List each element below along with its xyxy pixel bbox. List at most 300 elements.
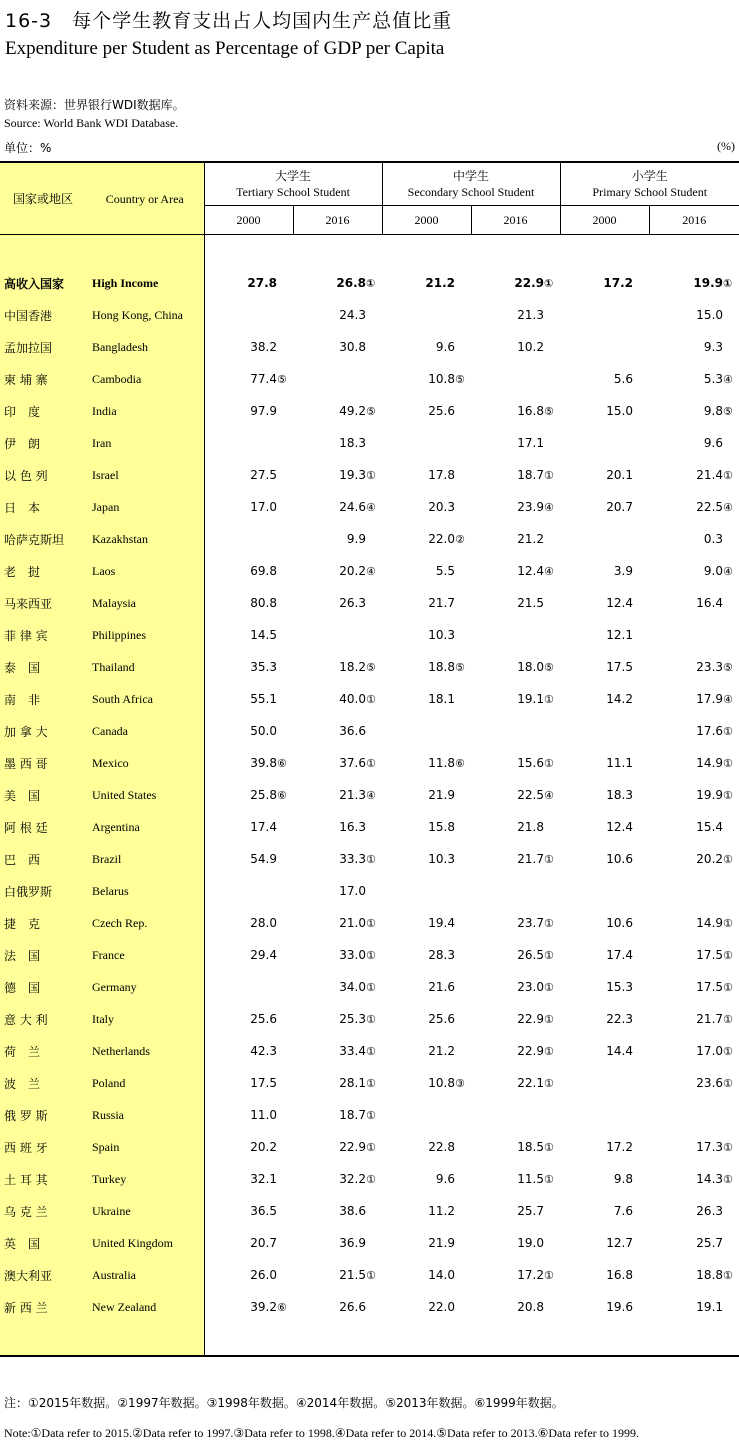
value-cell — [293, 1035, 382, 1067]
footnote-marker: ① — [366, 1045, 376, 1058]
value-number: 17.8 — [428, 468, 455, 482]
value-number: 29.4 — [250, 948, 277, 962]
header-tertiary — [204, 162, 382, 206]
value-cell — [204, 267, 293, 299]
header-tertiary-cn: 大学生 — [274, 169, 311, 183]
footnote-marker: ① — [544, 469, 554, 482]
value-cell — [560, 875, 649, 907]
value-number: 25.6 — [428, 404, 455, 418]
value-number: 21.9 — [428, 1236, 455, 1250]
value-cell — [204, 427, 293, 459]
value-cell — [382, 971, 471, 1003]
value-cell — [471, 331, 560, 363]
value-cell — [649, 459, 739, 491]
value-number: 14.4 — [606, 1044, 633, 1058]
footnote-marker: ① — [366, 917, 376, 930]
country-name-cn: 意 大 利 — [0, 1003, 86, 1035]
value-cell — [471, 1259, 560, 1291]
value-cell — [560, 715, 649, 747]
footnote-marker: ① — [723, 853, 733, 866]
value-cell — [204, 651, 293, 683]
value-cell — [293, 1067, 382, 1099]
value-cell — [293, 299, 382, 331]
value-cell — [649, 683, 739, 715]
value-cell — [204, 395, 293, 427]
value-number: 49.2 — [339, 404, 366, 418]
value-number: 33.4 — [339, 1044, 366, 1058]
value-number: 17.2 — [517, 1268, 544, 1282]
value-number: 22.1 — [517, 1076, 544, 1090]
value-number: 21.7 — [428, 596, 455, 610]
footnote-marker: ① — [366, 1141, 376, 1154]
footnote-marker: ⑤ — [366, 405, 376, 418]
footnote-marker: ① — [366, 277, 376, 290]
value-number: 20.2 — [339, 564, 366, 578]
value-number: 17.6 — [696, 724, 724, 738]
value-number: 21.9 — [428, 788, 455, 802]
value-cell — [204, 523, 293, 555]
country-name-cn: 哈萨克斯坦 — [0, 523, 86, 555]
value-cell — [649, 1227, 739, 1259]
value-cell — [649, 1259, 739, 1291]
value-number: 25.7 — [696, 1236, 724, 1250]
value-number: 22.0 — [428, 532, 455, 546]
value-cell — [382, 651, 471, 683]
footnote-marker: ① — [544, 1173, 554, 1186]
value-number: 20.2 — [250, 1140, 277, 1154]
value-cell — [649, 651, 739, 683]
footnote-marker: ① — [723, 1045, 733, 1058]
footnote-marker: ④ — [544, 789, 554, 802]
value-cell — [293, 459, 382, 491]
header-year-2000: 2000 — [560, 206, 649, 235]
value-number: 27.5 — [250, 468, 277, 482]
footnote-marker: ④ — [366, 501, 376, 514]
value-cell — [649, 331, 739, 363]
table-row — [0, 1291, 739, 1323]
country-name-cn: 新 西 兰 — [0, 1291, 86, 1323]
header-primary-cn: 小学生 — [631, 169, 668, 183]
value-cell — [649, 939, 739, 971]
value-number: 28.1 — [339, 1076, 366, 1090]
value-number: 5.3 — [703, 372, 724, 386]
table-row — [0, 1099, 739, 1131]
table-row — [0, 843, 739, 875]
value-number: 10.2 — [517, 340, 544, 354]
value-number: 23.3 — [696, 660, 724, 674]
value-cell — [204, 683, 293, 715]
value-cell — [293, 555, 382, 587]
table-spacer-row — [0, 235, 739, 268]
country-name-en: Laos — [86, 555, 204, 587]
value-cell — [560, 299, 649, 331]
country-name-cn: 澳大利亚 — [0, 1259, 86, 1291]
value-cell — [293, 427, 382, 459]
value-cell — [471, 491, 560, 523]
value-number: 27.8 — [247, 276, 277, 290]
value-cell — [471, 299, 560, 331]
value-cell — [649, 299, 739, 331]
value-cell — [204, 1131, 293, 1163]
value-cell — [649, 1163, 739, 1195]
value-number: 22.9 — [517, 1012, 544, 1026]
value-number: 14.9 — [696, 756, 724, 770]
value-number: 14.5 — [250, 628, 277, 642]
header-country-en: Country or Area — [86, 162, 204, 235]
value-cell — [560, 811, 649, 843]
value-number: 21.8 — [517, 820, 544, 834]
value-cell — [471, 1131, 560, 1163]
value-number: 23.9 — [517, 500, 544, 514]
country-name-cn: 墨 西 哥 — [0, 747, 86, 779]
footnote-marker: ① — [723, 789, 733, 802]
value-cell — [293, 267, 382, 299]
country-name-en: Czech Rep. — [86, 907, 204, 939]
value-number: 37.6 — [339, 756, 366, 770]
value-cell — [560, 1259, 649, 1291]
value-cell — [204, 1291, 293, 1323]
table-row — [0, 939, 739, 971]
value-number: 80.8 — [250, 596, 277, 610]
value-number: 11.8 — [428, 756, 455, 770]
value-number: 16.8 — [517, 404, 544, 418]
value-number: 25.6 — [428, 1012, 455, 1026]
value-cell — [471, 811, 560, 843]
value-cell — [293, 395, 382, 427]
table-row — [0, 491, 739, 523]
value-cell — [382, 523, 471, 555]
country-name-en: Philippines — [86, 619, 204, 651]
value-cell — [293, 939, 382, 971]
header-year-2016: 2016 — [649, 206, 739, 235]
footnote-marker: ④ — [723, 565, 733, 578]
value-cell — [293, 1291, 382, 1323]
country-name-en: Argentina — [86, 811, 204, 843]
country-name-en: Cambodia — [86, 363, 204, 395]
value-cell — [560, 1195, 649, 1227]
value-number: 21.2 — [425, 276, 455, 290]
value-number: 20.7 — [606, 500, 633, 514]
country-name-cn: 印 度 — [0, 395, 86, 427]
value-number: 32.2 — [339, 1172, 366, 1186]
footnote-cn: 注：①2015年数据。②1997年数据。③1998年数据。④2014年数据。⑤2013年数据。⑥1999年数据。 — [4, 1396, 564, 1410]
value-cell — [293, 619, 382, 651]
value-cell — [471, 683, 560, 715]
value-number: 38.6 — [339, 1204, 366, 1218]
value-number: 18.3 — [606, 788, 633, 802]
header-year-2000: 2000 — [204, 206, 293, 235]
country-name-en: Japan — [86, 491, 204, 523]
table-row — [0, 651, 739, 683]
footnote-marker: ④ — [544, 565, 554, 578]
value-cell — [560, 491, 649, 523]
table-row — [0, 747, 739, 779]
value-cell — [293, 1227, 382, 1259]
value-cell — [649, 427, 739, 459]
value-number: 17.0 — [339, 884, 366, 898]
value-number: 17.5 — [696, 948, 724, 962]
value-cell — [382, 1163, 471, 1195]
footnote-marker: ④ — [723, 501, 733, 514]
value-number: 24.6 — [339, 500, 366, 514]
value-cell — [471, 715, 560, 747]
value-cell — [204, 715, 293, 747]
header-year-2016: 2016 — [293, 206, 382, 235]
value-cell — [293, 1259, 382, 1291]
value-cell — [649, 715, 739, 747]
value-number: 9.6 — [703, 436, 724, 450]
value-cell — [649, 523, 739, 555]
value-number: 18.2 — [339, 660, 366, 674]
value-number: 17.1 — [517, 436, 544, 450]
footnote-marker: ① — [366, 981, 376, 994]
value-cell — [382, 779, 471, 811]
value-cell — [204, 555, 293, 587]
value-cell — [293, 1003, 382, 1035]
value-number: 21.0 — [339, 916, 366, 930]
value-number: 9.8 — [703, 404, 724, 418]
header-country-cn: 国家或地区 — [0, 162, 86, 235]
value-cell — [560, 1163, 649, 1195]
footnote-marker: ① — [366, 1173, 376, 1186]
table-row — [0, 523, 739, 555]
value-cell — [471, 523, 560, 555]
country-name-cn: 南 非 — [0, 683, 86, 715]
table-row — [0, 363, 739, 395]
value-cell — [560, 619, 649, 651]
value-cell — [649, 875, 739, 907]
footnote-marker: ① — [544, 853, 554, 866]
footnote-marker: ① — [544, 917, 554, 930]
country-name-cn: 泰 国 — [0, 651, 86, 683]
value-number: 36.6 — [339, 724, 366, 738]
value-cell — [204, 843, 293, 875]
value-cell — [204, 811, 293, 843]
footnote-marker: ⑤ — [455, 373, 465, 386]
footnote-marker: ⑤ — [723, 405, 733, 418]
value-number: 16.4 — [696, 596, 724, 610]
country-name-en: Kazakhstan — [86, 523, 204, 555]
value-cell — [204, 1067, 293, 1099]
page-title-cn: 16-3 每个学生教育支出占人均国内生产总值比重 — [5, 10, 453, 32]
value-number: 14.2 — [606, 692, 633, 706]
value-number: 9.8 — [613, 1172, 633, 1186]
value-cell — [471, 779, 560, 811]
value-number: 26.8 — [336, 276, 366, 290]
table-row — [0, 395, 739, 427]
table-row — [0, 811, 739, 843]
country-name-cn: 土 耳 其 — [0, 1163, 86, 1195]
country-name-cn: 美 国 — [0, 779, 86, 811]
value-cell — [382, 715, 471, 747]
country-name-cn: 英 国 — [0, 1227, 86, 1259]
value-cell — [204, 459, 293, 491]
value-cell — [560, 971, 649, 1003]
value-number: 9.9 — [346, 532, 366, 546]
value-cell — [293, 523, 382, 555]
value-cell — [649, 747, 739, 779]
value-cell — [382, 395, 471, 427]
value-cell — [560, 779, 649, 811]
value-cell — [471, 555, 560, 587]
value-number: 16.3 — [339, 820, 366, 834]
country-name-cn: 伊 朗 — [0, 427, 86, 459]
country-name-cn: 波 兰 — [0, 1067, 86, 1099]
value-cell — [471, 587, 560, 619]
value-number: 14.9 — [696, 916, 724, 930]
value-number: 19.9 — [696, 788, 724, 802]
value-cell — [293, 491, 382, 523]
footnote-marker: ④ — [366, 789, 376, 802]
value-number: 15.6 — [517, 756, 544, 770]
value-cell — [293, 843, 382, 875]
unit-label: 单位：% — [4, 141, 52, 155]
value-number: 5.6 — [613, 372, 633, 386]
country-name-en: High Income — [86, 267, 204, 299]
value-cell — [560, 427, 649, 459]
value-number: 55.1 — [250, 692, 277, 706]
footnote-marker: ⑥ — [455, 757, 465, 770]
value-cell — [649, 363, 739, 395]
table-row — [0, 587, 739, 619]
table-row — [0, 683, 739, 715]
table-row — [0, 427, 739, 459]
table-row — [0, 875, 739, 907]
country-name-cn: 马来西亚 — [0, 587, 86, 619]
value-cell — [382, 811, 471, 843]
value-number: 21.7 — [696, 1012, 724, 1026]
value-cell — [382, 1099, 471, 1131]
value-number: 21.2 — [517, 532, 544, 546]
value-number: 14.0 — [428, 1268, 455, 1282]
value-number: 25.6 — [250, 1012, 277, 1026]
footnote-marker: ① — [544, 1013, 554, 1026]
value-cell — [560, 1227, 649, 1259]
footnote-marker: ① — [366, 469, 376, 482]
value-cell — [471, 907, 560, 939]
value-number: 17.9 — [696, 692, 724, 706]
value-number: 7.6 — [613, 1204, 633, 1218]
source-note-en: Source: World Bank WDI Database. — [4, 116, 179, 130]
value-cell — [293, 651, 382, 683]
value-cell — [293, 747, 382, 779]
value-cell — [649, 267, 739, 299]
value-number: 25.7 — [517, 1204, 544, 1218]
value-number: 18.8 — [428, 660, 455, 674]
footnote-marker: ① — [366, 757, 376, 770]
value-number: 26.6 — [339, 1300, 366, 1314]
value-cell — [560, 1003, 649, 1035]
value-cell — [560, 1035, 649, 1067]
country-name-cn: 西 班 牙 — [0, 1131, 86, 1163]
value-number: 11.5 — [517, 1172, 544, 1186]
value-cell — [382, 843, 471, 875]
footnote-marker: ① — [723, 949, 733, 962]
table-row — [0, 1035, 739, 1067]
value-cell — [382, 1291, 471, 1323]
value-cell — [560, 1131, 649, 1163]
footnote-marker: ⑥ — [277, 757, 287, 770]
value-cell — [560, 747, 649, 779]
value-cell — [560, 587, 649, 619]
value-cell — [560, 683, 649, 715]
country-name-en: Hong Kong, China — [86, 299, 204, 331]
footnote-marker: ① — [544, 1141, 554, 1154]
country-name-cn: 德 国 — [0, 971, 86, 1003]
value-number: 17.2 — [606, 1140, 633, 1154]
value-cell — [204, 1259, 293, 1291]
table-row — [0, 1195, 739, 1227]
footnote-marker: ① — [366, 693, 376, 706]
value-number: 11.2 — [428, 1204, 455, 1218]
footnote-marker: ① — [544, 1045, 554, 1058]
value-number: 19.1 — [696, 1300, 724, 1314]
value-number: 5.5 — [435, 564, 455, 578]
country-name-en: Italy — [86, 1003, 204, 1035]
value-cell — [382, 587, 471, 619]
value-number: 34.0 — [339, 980, 366, 994]
value-cell — [560, 363, 649, 395]
value-cell — [471, 1163, 560, 1195]
value-number: 26.5 — [517, 948, 544, 962]
footnote-marker: ⑤ — [723, 661, 733, 674]
value-number: 15.0 — [606, 404, 633, 418]
value-number: 20.2 — [696, 852, 724, 866]
value-cell — [649, 779, 739, 811]
value-cell — [560, 651, 649, 683]
value-cell — [649, 395, 739, 427]
value-cell — [293, 971, 382, 1003]
value-number: 9.6 — [435, 340, 455, 354]
footnote-marker: ⑥ — [277, 1301, 287, 1314]
value-number: 15.4 — [696, 820, 724, 834]
country-name-en: France — [86, 939, 204, 971]
country-name-cn: 以 色 列 — [0, 459, 86, 491]
value-number: 17.2 — [603, 276, 633, 290]
table-row — [0, 779, 739, 811]
country-name-en: Canada — [86, 715, 204, 747]
value-cell — [382, 1131, 471, 1163]
country-name-cn: 日 本 — [0, 491, 86, 523]
value-cell — [204, 1227, 293, 1259]
value-cell — [471, 1035, 560, 1067]
value-number: 26.3 — [339, 596, 366, 610]
value-number: 20.1 — [606, 468, 633, 482]
value-cell — [382, 427, 471, 459]
value-number: 9.0 — [703, 564, 724, 578]
value-cell — [649, 907, 739, 939]
value-number: 18.5 — [517, 1140, 544, 1154]
value-cell — [382, 907, 471, 939]
value-cell — [293, 1195, 382, 1227]
table-row — [0, 555, 739, 587]
value-cell — [649, 555, 739, 587]
footnote-marker: ⑤ — [366, 661, 376, 674]
value-cell — [471, 1195, 560, 1227]
country-name-cn: 乌 克 兰 — [0, 1195, 86, 1227]
value-number: 10.8 — [428, 372, 455, 386]
table-row — [0, 971, 739, 1003]
country-name-en: Iran — [86, 427, 204, 459]
value-number: 36.9 — [339, 1236, 366, 1250]
value-number: 23.6 — [696, 1076, 724, 1090]
value-number: 20.7 — [250, 1236, 277, 1250]
value-number: 22.0 — [428, 1300, 455, 1314]
footnote-marker: ① — [544, 277, 554, 290]
table-row — [0, 1067, 739, 1099]
value-number: 25.3 — [339, 1012, 366, 1026]
value-number: 9.6 — [435, 1172, 455, 1186]
